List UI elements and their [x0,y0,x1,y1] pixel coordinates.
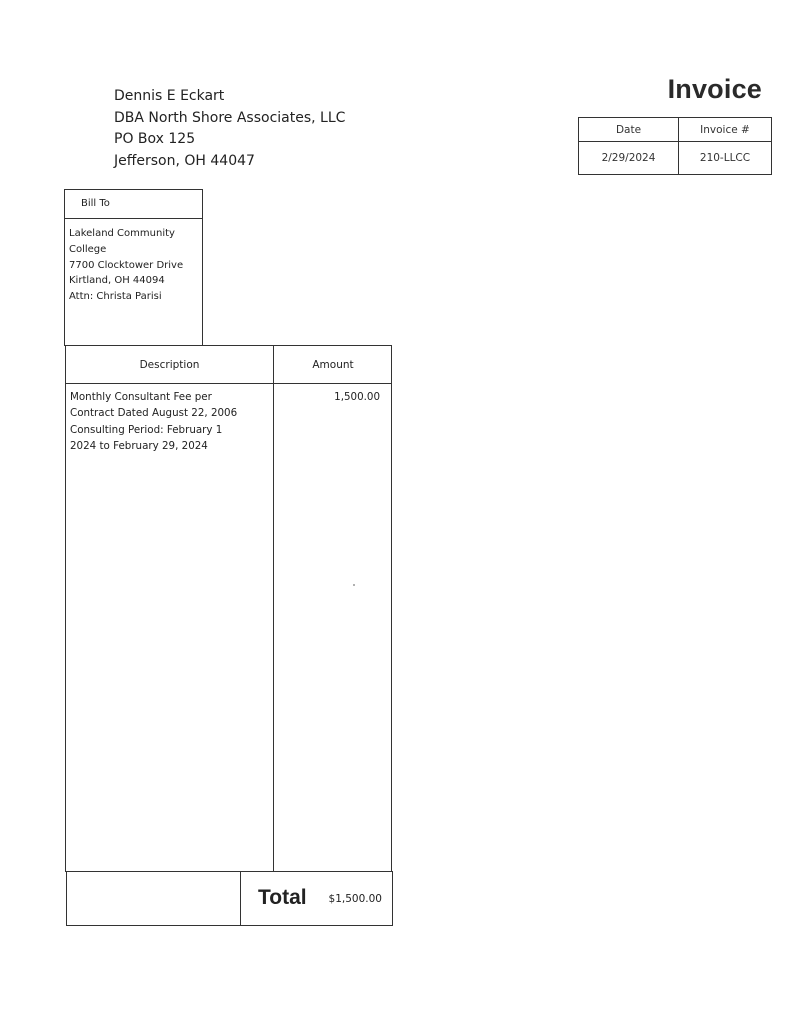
description-line: Consulting Period: February 1 [70,423,223,436]
sender-address-line2: Jefferson, OH 44047 [114,152,255,169]
sender-address-line1: PO Box 125 [114,131,196,147]
bill-to-line: 7700 Clocktower Drive [69,259,184,271]
bill-to-address [65,219,202,305]
description-header: Description [139,358,200,371]
line-item-amount: 1,500.00 [334,391,380,403]
sender-name: Dennis E Eckart [114,88,225,104]
total-box [66,871,393,926]
bill-to-box [64,189,203,346]
sender-address-block [114,86,345,172]
bill-to-line: Attn: Christa Parisi [69,291,162,303]
bill-to-line: Kirtland, OH 44094 [69,275,165,287]
line-item-description [70,389,270,455]
sender-dba: DBA North Shore Associates, LLC [114,109,346,126]
amount-header: Amount [312,358,354,371]
description-line: Monthly Consultant Fee per [70,391,212,403]
total-label: Total [258,886,307,909]
invoice-number-header: Invoice # [679,118,771,142]
invoice-title: Invoice [667,74,762,104]
column-divider [273,346,274,871]
scan-speck [353,584,355,586]
description-line: Contract Dated August 22, 2006 [70,407,238,420]
bill-to-header: Bill To [65,190,202,219]
total-divider [240,872,241,925]
date-header: Date [579,118,679,142]
bill-to-line: Lakeland Community [69,228,175,239]
header-divider [66,383,391,384]
line-items-table [65,345,392,872]
bill-to-line: College [69,243,107,255]
invoice-meta-table [578,117,772,175]
description-line: 2024 to February 29, 2024 [70,440,208,453]
invoice-date: 2/29/2024 [579,142,679,174]
invoice-number: 210-LLCC [699,152,751,164]
total-value: $1,500.00 [328,893,382,905]
